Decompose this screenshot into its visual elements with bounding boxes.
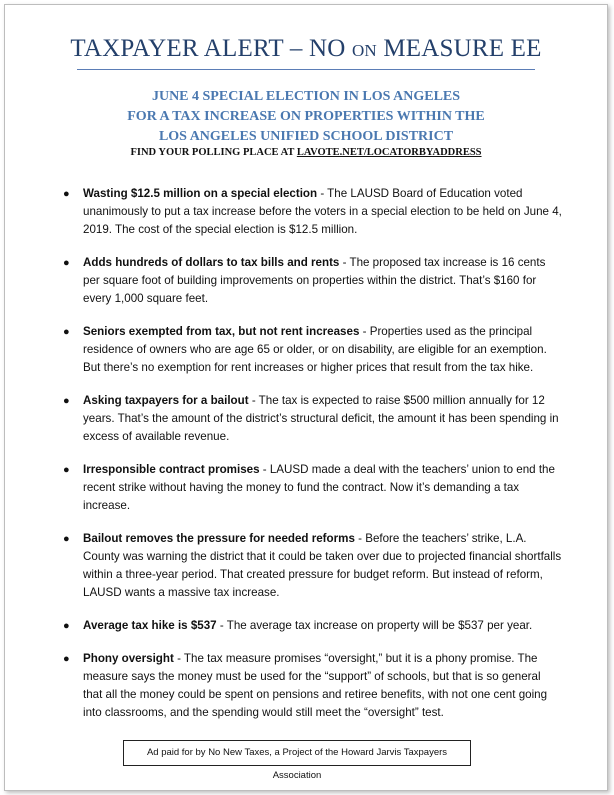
polling-text: FIND YOUR POLLING PLACE AT [130, 147, 297, 158]
list-item [63, 185, 563, 239]
bullet-icon: ● [63, 188, 70, 200]
list-item [63, 254, 563, 308]
election-subhead [5, 87, 607, 147]
list-item [63, 530, 563, 602]
bullet-icon: ● [63, 653, 70, 665]
bullet-icon: ● [63, 620, 70, 632]
paid-for-disclaimer: Ad paid for by No New Taxes, a Project of the Howard Jarvis Taxpayers Association [123, 740, 471, 766]
item-body: - The LAUSD Board of Education voted unanimously to put a tax increase before the voters in a special election to be held on June 4, 2019. The cost of the special election is $12.5 million. [83, 187, 562, 236]
list-item [63, 461, 563, 515]
document-page [4, 4, 608, 791]
subhead-line-3: LOS ANGELES UNIFIED SCHOOL DISTRICT [158, 129, 454, 144]
title-divider [77, 69, 535, 70]
item-body: - Properties used as the principal residence of owners who are age 65 or older, or on disability, are eligible for an exemption. But there’s no exemption for rent increases or higher prices that result from the tax hike. [83, 325, 547, 374]
item-heading: Average tax hike is $537 [83, 619, 217, 632]
item-body: - Before the teachers’ strike, L.A. County was warning the district that it could be taken over due to projected financial shortfalls within a three-year period. That created pressure for budget reform. But instead of reform, LAUSD wants a massive tax increase. [83, 532, 562, 599]
list-item [63, 617, 563, 635]
item-heading: Phony oversight [83, 652, 174, 665]
item-heading: Wasting $12.5 million on a special election [83, 187, 318, 200]
list-item [63, 323, 563, 377]
bullet-icon: ● [63, 395, 70, 407]
title-measure: MEASURE EE [376, 35, 542, 62]
item-heading: Asking taxpayers for a bailout [83, 394, 249, 407]
item-heading: Irresponsible contract promises [83, 463, 260, 476]
item-heading: Seniors exempted from tax, but not rent increases [83, 325, 360, 338]
item-body: - The proposed tax increase is 16 cents per square foot of building improvements on properties within the district. That’s $160 for every 1,000 square feet. [83, 256, 546, 305]
subhead-line-2: FOR A TAX INCREASE ON PROPERTIES WITHIN THE [127, 109, 485, 124]
title-on: ON [351, 41, 377, 60]
item-body: - The average tax increase on property will be $537 per year. [216, 619, 533, 632]
bullet-icon: ● [63, 533, 70, 545]
item-body: - LAUSD made a deal with the teachers’ union to end the recent strike without having the money to fund the contract. Now it’s demanding a tax increase. [83, 463, 555, 512]
item-body: - The tax is expected to raise $500 million annually for 12 years. That’s the amount of the district’s structural deficit, the amount it has been spending in excess of available revenue. [83, 394, 559, 443]
item-body: - The tax measure promises “oversight,” but it is a phony promise. The measure says the money must be used for the “support” of schools, but that is so general that all the money could be spent on pensions and retiree benefits, with not one cent going into classrooms, and the spending would still meet the “oversight” test. [83, 652, 548, 719]
argument-list [63, 185, 563, 737]
subhead-line-1: JUNE 4 SPECIAL ELECTION IN LOS ANGELES [151, 89, 461, 104]
item-heading: Adds hundreds of dollars to tax bills and rents [83, 256, 340, 269]
bullet-icon: ● [63, 326, 70, 338]
page-title [5, 35, 607, 63]
item-heading: Bailout removes the pressure for needed reforms [83, 532, 355, 545]
polling-link[interactable]: LAVOTE.NET/LOCATORBYADDRESS [296, 147, 482, 158]
list-item [63, 392, 563, 446]
title-main: TAXPAYER ALERT – NO [70, 35, 352, 62]
bullet-icon: ● [63, 464, 70, 476]
polling-place-line [5, 147, 607, 158]
bullet-icon: ● [63, 257, 70, 269]
list-item [63, 650, 563, 722]
